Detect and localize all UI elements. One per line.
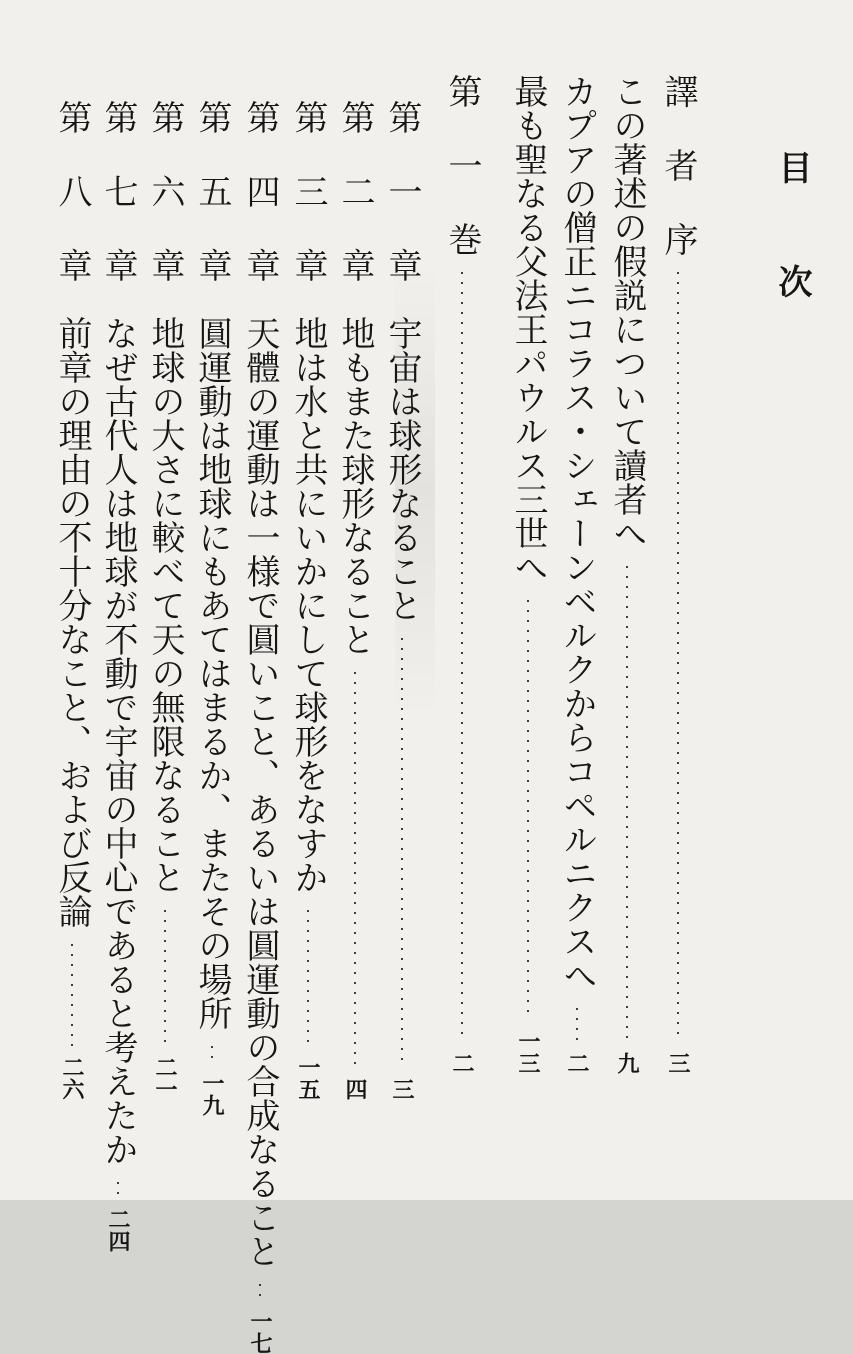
toc-entry-page: 二六 xyxy=(59,1056,85,1100)
toc-entry-page: 三 xyxy=(665,1052,691,1074)
dot-leader xyxy=(354,668,356,1068)
page-title: 目 次 xyxy=(772,150,812,318)
toc-entry-page: 二一 xyxy=(152,1056,178,1100)
dot-leader xyxy=(401,634,403,1068)
toc-entry-chapter-8 xyxy=(52,100,92,1140)
toc-entry-label: 譯 者 序 xyxy=(658,74,698,256)
toc-entry-page: 二四 xyxy=(105,1208,131,1252)
toc-entry-label: 第 八 章 前章の理由の不十分なこと、および反論 xyxy=(52,100,92,928)
toc-entry-label: 第 一 巻 xyxy=(442,74,482,256)
toc-entry-page: 二 xyxy=(564,1052,590,1074)
dot-leader xyxy=(71,940,73,1046)
toc-entry-chapter-2 xyxy=(335,100,375,1140)
toc-entry-chapter-1 xyxy=(382,100,422,1140)
dot-leader xyxy=(576,1004,578,1042)
dot-leader xyxy=(164,906,166,1046)
dot-leader xyxy=(677,268,679,1042)
toc-entry-dedication-paul-iii xyxy=(508,74,548,1114)
toc-entry-page: 一五 xyxy=(295,1056,321,1100)
toc-entry-label: カプアの僧正ニコラス・シェーンベルクからコペルニクスへ xyxy=(557,74,597,992)
toc-entry-book-one xyxy=(442,74,482,1114)
toc-entry-label: 第 二 章 地もまた球形なること xyxy=(335,100,375,656)
toc-entry-chapter-7 xyxy=(98,100,138,1252)
dot-leader xyxy=(307,906,309,1046)
toc-entry-chapter-5 xyxy=(192,100,232,1140)
toc-entry-chapter-4 xyxy=(240,100,280,1354)
toc-entry-chapter-3 xyxy=(288,100,328,1140)
toc-entry-label: この著述の假説について讀者へ xyxy=(607,74,647,550)
toc-entry-translator-preface xyxy=(658,74,698,1114)
toc-entry-page: 一九 xyxy=(199,1072,225,1116)
toc-entry-page: 九 xyxy=(614,1052,640,1074)
dot-leader xyxy=(527,596,529,1020)
toc-entry-page: 一七 xyxy=(247,1310,273,1354)
toc-entry-hypothesis-note xyxy=(607,74,647,1114)
toc-entry-label: 第 六 章 地球の大さに較べて天の無限なること xyxy=(145,100,185,894)
toc-entry-label: 第 七 章 なぜ古代人は地球が不動で宇宙の中心であると考えたか xyxy=(98,100,138,1166)
dot-leader xyxy=(117,1178,119,1198)
toc-entry-page: 三 xyxy=(389,1078,415,1100)
toc-entry-page: 四 xyxy=(342,1078,368,1100)
toc-entry-page: 一三 xyxy=(515,1030,541,1074)
toc-entry-page: 二 xyxy=(449,1052,475,1074)
toc-entry-schoenberg-letter xyxy=(557,74,597,1114)
dot-leader xyxy=(461,268,463,1042)
dot-leader xyxy=(259,1280,261,1300)
dot-leader xyxy=(626,562,628,1042)
toc-entry-label: 第 三 章 地は水と共にいかにして球形をなすか xyxy=(288,100,328,894)
toc-entry-chapter-6 xyxy=(145,100,185,1140)
dot-leader xyxy=(211,1042,213,1062)
toc-entry-label: 最も聖なる父法王パウルス三世へ xyxy=(508,74,548,584)
toc-entry-label: 第 一 章 宇宙は球形なること xyxy=(382,100,422,622)
toc-entry-label: 第 四 章 天體の運動は一様で圓いこと、あるいは圓運動の合成なること xyxy=(240,100,280,1268)
toc-entry-label: 第 五 章 圓運動は地球にもあてはまるか、またその場所 xyxy=(192,100,232,1030)
